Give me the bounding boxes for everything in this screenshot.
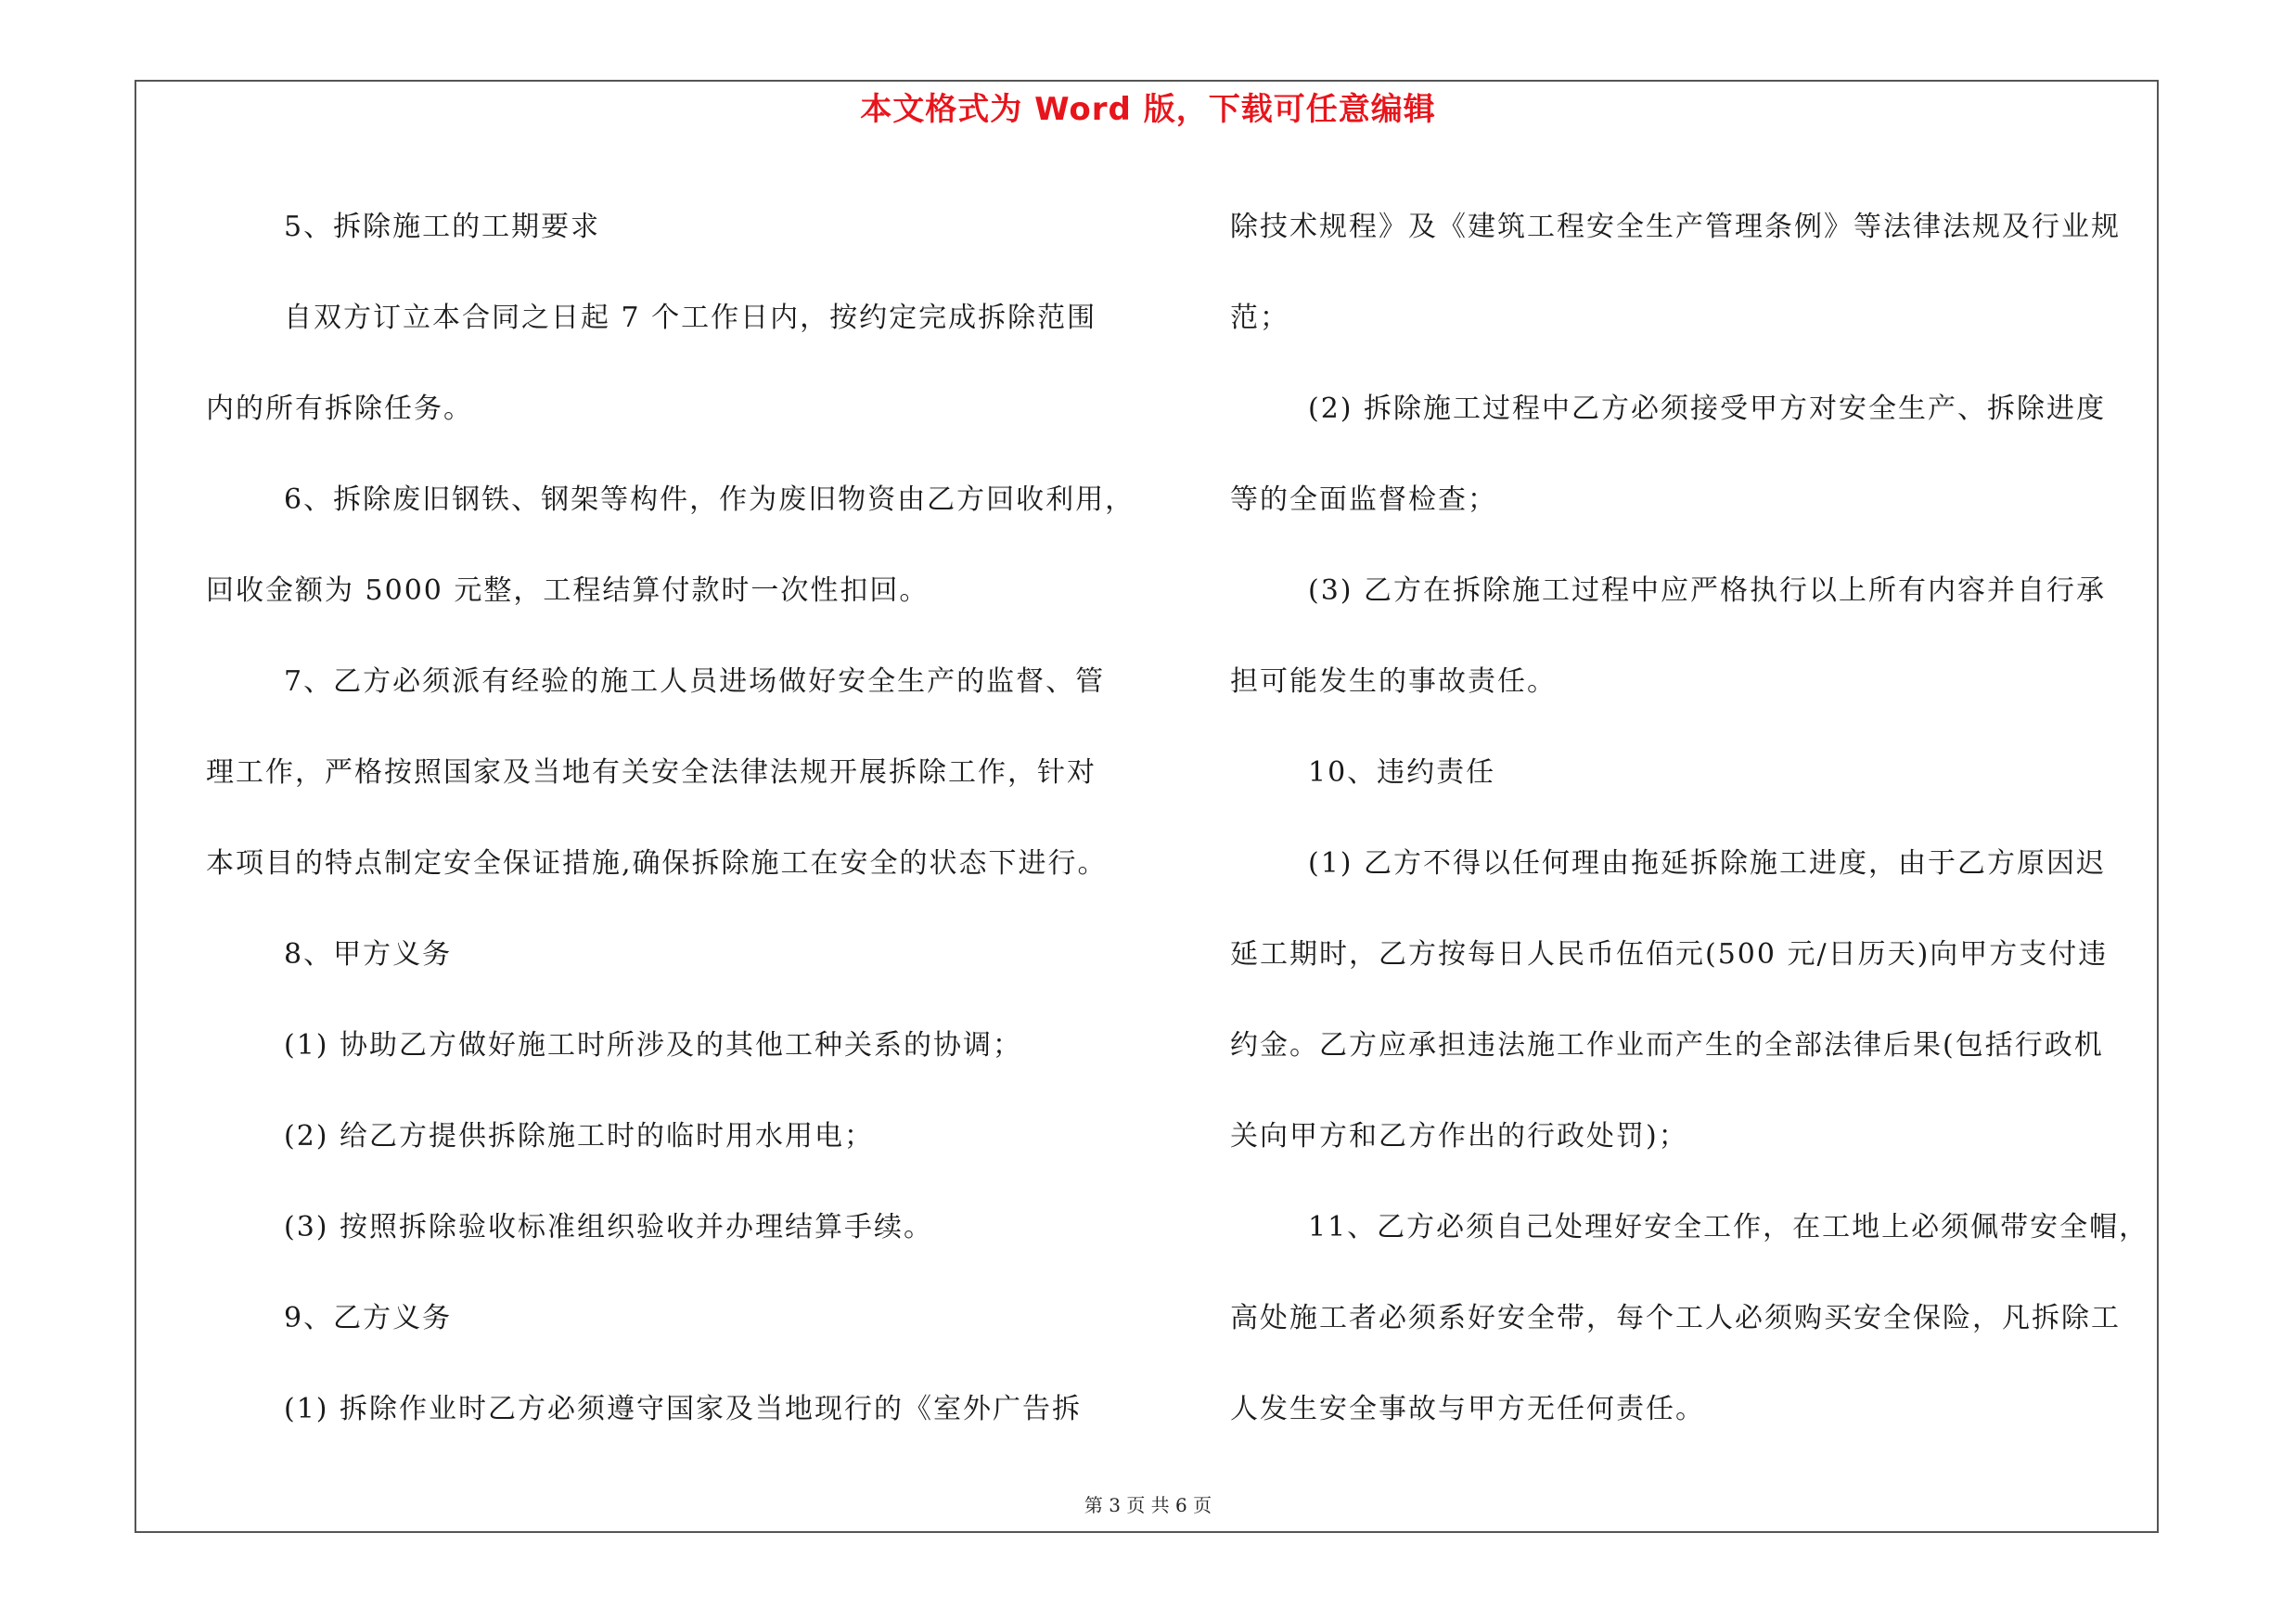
text-line: 理工作，严格按照国家及当地有关安全法律法规开展拆除工作，针对 [206,756,1097,789]
text-line: 约金。乙方应承担违法施工作业而产生的全部法律后果(包括行政机 [1230,1029,2104,1062]
text-line: 9、乙方义务 [284,1302,453,1334]
text-line: (1) 乙方不得以任何理由拖延拆除施工进度，由于乙方原因迟 [1308,847,2107,880]
text-line: (2) 给乙方提供拆除施工时的临时用水用电； [284,1120,875,1153]
text-line: (1) 拆除作业时乙方必须遵守国家及当地现行的《室外广告拆 [284,1393,1083,1425]
text-line: 10、违约责任 [1308,756,1496,789]
text-line: 担可能发生的事故责任。 [1230,665,1557,698]
text-line: 本项目的特点制定安全保证措施,确保拆除施工在安全的状态下进行。 [206,847,1108,880]
text-line: (3) 按照拆除验收标准组织验收并办理结算手续。 [284,1211,934,1243]
left-text-column [206,182,1143,1455]
text-line: 范； [1230,302,1289,334]
text-line: 6、拆除废旧钢铁、钢架等构件，作为废旧物资由乙方回收利用， [284,483,1135,516]
text-line: (2) 拆除施工过程中乙方必须接受甲方对安全生产、拆除进度 [1308,393,2107,425]
text-line: 除技术规程》及《建筑工程安全生产管理条例》等法律法规及行业规 [1230,211,2121,243]
right-text-column [1230,182,2165,1455]
text-line: 关向甲方和乙方作出的行政处罚)； [1230,1120,1688,1153]
text-line: 高处施工者必须系好安全带，每个工人必须购买安全保险，凡拆除工 [1230,1302,2121,1334]
text-line: 5、拆除施工的工期要求 [284,211,601,243]
text-line: (1) 协助乙方做好施工时所涉及的其他工种关系的协调； [284,1029,1023,1062]
page-number-footer: 第 3 页 共 6 页 [1084,1494,1212,1516]
text-line: 延工期时，乙方按每日人民币伍佰元(500 元/日历天)向甲方支付违 [1230,938,2109,971]
word-format-banner: 本文格式为 Word 版，下载可任意编辑 [860,91,1436,128]
text-line: 自双方订立本合同之日起 7 个工作日内，按约定完成拆除范围 [284,302,1097,334]
text-line: 内的所有拆除任务。 [206,393,473,425]
text-line: (3) 乙方在拆除施工过程中应严格执行以上所有内容并自行承 [1308,574,2107,607]
text-line: 11、乙方必须自己处理好安全工作，在工地上必须佩带安全帽， [1308,1211,2149,1243]
text-line: 7、乙方必须派有经验的施工人员进场做好安全生产的监督、管 [284,665,1106,698]
text-line: 8、甲方义务 [284,938,453,971]
text-line: 回收金额为 5000 元整，工程结算付款时一次性扣回。 [206,574,930,607]
text-line: 人发生安全事故与甲方无任何责任。 [1230,1393,1705,1425]
text-line: 等的全面监督检查； [1230,483,1497,516]
